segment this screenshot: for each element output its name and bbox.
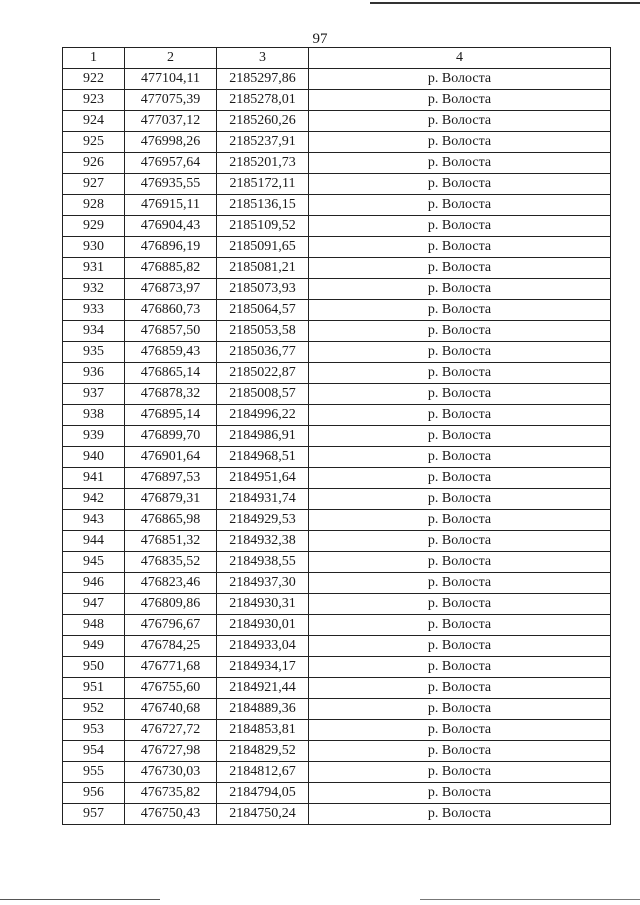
table-row xyxy=(63,258,611,279)
y-coordinate-cell: 2184937,30 xyxy=(217,573,309,594)
point-number-cell: 924 xyxy=(63,111,125,132)
description-cell: р. Волоста xyxy=(309,405,611,426)
description-cell: р. Волоста xyxy=(309,741,611,762)
y-coordinate-cell: 2185008,57 xyxy=(217,384,309,405)
table-body xyxy=(63,69,611,825)
table-row xyxy=(63,216,611,237)
point-number-cell: 936 xyxy=(63,363,125,384)
table-row xyxy=(63,153,611,174)
table-row xyxy=(63,384,611,405)
x-coordinate-cell: 476904,43 xyxy=(125,216,217,237)
table-row xyxy=(63,90,611,111)
table-row xyxy=(63,69,611,90)
table-row xyxy=(63,678,611,699)
table-row xyxy=(63,762,611,783)
y-coordinate-cell: 2184794,05 xyxy=(217,783,309,804)
x-coordinate-cell: 476823,46 xyxy=(125,573,217,594)
x-coordinate-cell: 476784,25 xyxy=(125,636,217,657)
table-row xyxy=(63,174,611,195)
table-row xyxy=(63,468,611,489)
y-coordinate-cell: 2184750,24 xyxy=(217,804,309,825)
point-number-cell: 931 xyxy=(63,258,125,279)
description-cell: р. Волоста xyxy=(309,237,611,258)
y-coordinate-cell: 2184921,44 xyxy=(217,678,309,699)
table-row xyxy=(63,342,611,363)
point-number-cell: 933 xyxy=(63,300,125,321)
point-number-cell: 944 xyxy=(63,531,125,552)
x-coordinate-cell: 477104,11 xyxy=(125,69,217,90)
y-coordinate-cell: 2184853,81 xyxy=(217,720,309,741)
column-header-description: 4 xyxy=(309,48,611,69)
description-cell: р. Волоста xyxy=(309,573,611,594)
table-row xyxy=(63,783,611,804)
table-row xyxy=(63,426,611,447)
x-coordinate-cell: 476796,67 xyxy=(125,615,217,636)
coordinates-table xyxy=(62,47,611,825)
point-number-cell: 943 xyxy=(63,510,125,531)
y-coordinate-cell: 2185278,01 xyxy=(217,90,309,111)
point-number-cell: 940 xyxy=(63,447,125,468)
x-coordinate-cell: 476915,11 xyxy=(125,195,217,216)
x-coordinate-cell: 476879,31 xyxy=(125,489,217,510)
y-coordinate-cell: 2184931,74 xyxy=(217,489,309,510)
table-row xyxy=(63,531,611,552)
y-coordinate-cell: 2185053,58 xyxy=(217,321,309,342)
page-number: 97 xyxy=(312,31,328,47)
table-row xyxy=(63,636,611,657)
y-coordinate-cell: 2185136,15 xyxy=(217,195,309,216)
table-row xyxy=(63,720,611,741)
column-header-x: 2 xyxy=(125,48,217,69)
y-coordinate-cell: 2185073,93 xyxy=(217,279,309,300)
x-coordinate-cell: 476873,97 xyxy=(125,279,217,300)
table-row xyxy=(63,552,611,573)
point-number-cell: 949 xyxy=(63,636,125,657)
y-coordinate-cell: 2184938,55 xyxy=(217,552,309,573)
x-coordinate-cell: 476727,72 xyxy=(125,720,217,741)
point-number-cell: 935 xyxy=(63,342,125,363)
description-cell: р. Волоста xyxy=(309,678,611,699)
description-cell: р. Волоста xyxy=(309,468,611,489)
y-coordinate-cell: 2185064,57 xyxy=(217,300,309,321)
point-number-cell: 928 xyxy=(63,195,125,216)
y-coordinate-cell: 2185297,86 xyxy=(217,69,309,90)
point-number-cell: 926 xyxy=(63,153,125,174)
point-number-cell: 934 xyxy=(63,321,125,342)
y-coordinate-cell: 2184933,04 xyxy=(217,636,309,657)
table-row xyxy=(63,195,611,216)
y-coordinate-cell: 2185260,26 xyxy=(217,111,309,132)
y-coordinate-cell: 2184951,64 xyxy=(217,468,309,489)
description-cell: р. Волоста xyxy=(309,90,611,111)
y-coordinate-cell: 2184986,91 xyxy=(217,426,309,447)
point-number-cell: 957 xyxy=(63,804,125,825)
description-cell: р. Волоста xyxy=(309,762,611,783)
x-coordinate-cell: 476809,86 xyxy=(125,594,217,615)
y-coordinate-cell: 2184930,31 xyxy=(217,594,309,615)
point-number-cell: 956 xyxy=(63,783,125,804)
y-coordinate-cell: 2185081,21 xyxy=(217,258,309,279)
description-cell: р. Волоста xyxy=(309,615,611,636)
description-cell: р. Волоста xyxy=(309,804,611,825)
y-coordinate-cell: 2185237,91 xyxy=(217,132,309,153)
x-coordinate-cell: 476740,68 xyxy=(125,699,217,720)
x-coordinate-cell: 476851,32 xyxy=(125,531,217,552)
description-cell: р. Волоста xyxy=(309,783,611,804)
point-number-cell: 925 xyxy=(63,132,125,153)
description-cell: р. Волоста xyxy=(309,636,611,657)
y-coordinate-cell: 2184996,22 xyxy=(217,405,309,426)
bottom-border-line-right xyxy=(420,899,640,900)
point-number-cell: 953 xyxy=(63,720,125,741)
y-coordinate-cell: 2184968,51 xyxy=(217,447,309,468)
x-coordinate-cell: 476865,98 xyxy=(125,510,217,531)
description-cell: р. Волоста xyxy=(309,174,611,195)
table-row xyxy=(63,510,611,531)
x-coordinate-cell: 476901,64 xyxy=(125,447,217,468)
point-number-cell: 955 xyxy=(63,762,125,783)
bottom-border-line xyxy=(0,899,160,900)
x-coordinate-cell: 476885,82 xyxy=(125,258,217,279)
x-coordinate-cell: 476735,82 xyxy=(125,783,217,804)
point-number-cell: 947 xyxy=(63,594,125,615)
x-coordinate-cell: 476935,55 xyxy=(125,174,217,195)
table-row xyxy=(63,615,611,636)
description-cell: р. Волоста xyxy=(309,279,611,300)
description-cell: р. Волоста xyxy=(309,489,611,510)
table-row xyxy=(63,132,611,153)
description-cell: р. Волоста xyxy=(309,69,611,90)
x-coordinate-cell: 476771,68 xyxy=(125,657,217,678)
point-number-cell: 939 xyxy=(63,426,125,447)
y-coordinate-cell: 2185201,73 xyxy=(217,153,309,174)
y-coordinate-cell: 2184889,36 xyxy=(217,699,309,720)
point-number-cell: 932 xyxy=(63,279,125,300)
point-number-cell: 952 xyxy=(63,699,125,720)
table-row xyxy=(63,741,611,762)
table-row xyxy=(63,111,611,132)
table-row xyxy=(63,573,611,594)
x-coordinate-cell: 476727,98 xyxy=(125,741,217,762)
point-number-cell: 930 xyxy=(63,237,125,258)
description-cell: р. Волоста xyxy=(309,447,611,468)
point-number-cell: 954 xyxy=(63,741,125,762)
description-cell: р. Волоста xyxy=(309,720,611,741)
y-coordinate-cell: 2184929,53 xyxy=(217,510,309,531)
description-cell: р. Волоста xyxy=(309,552,611,573)
x-coordinate-cell: 476865,14 xyxy=(125,363,217,384)
point-number-cell: 950 xyxy=(63,657,125,678)
column-header-y: 3 xyxy=(217,48,309,69)
y-coordinate-cell: 2184812,67 xyxy=(217,762,309,783)
table-header-row xyxy=(63,48,611,69)
description-cell: р. Волоста xyxy=(309,657,611,678)
point-number-cell: 948 xyxy=(63,615,125,636)
table-row xyxy=(63,804,611,825)
table-row xyxy=(63,489,611,510)
x-coordinate-cell: 476896,19 xyxy=(125,237,217,258)
x-coordinate-cell: 476957,64 xyxy=(125,153,217,174)
description-cell: р. Волоста xyxy=(309,321,611,342)
x-coordinate-cell: 476857,50 xyxy=(125,321,217,342)
x-coordinate-cell: 476859,43 xyxy=(125,342,217,363)
point-number-cell: 937 xyxy=(63,384,125,405)
table-row xyxy=(63,699,611,720)
x-coordinate-cell: 476899,70 xyxy=(125,426,217,447)
y-coordinate-cell: 2184829,52 xyxy=(217,741,309,762)
description-cell: р. Волоста xyxy=(309,531,611,552)
table-row xyxy=(63,363,611,384)
point-number-cell: 946 xyxy=(63,573,125,594)
point-number-cell: 923 xyxy=(63,90,125,111)
x-coordinate-cell: 476750,43 xyxy=(125,804,217,825)
description-cell: р. Волоста xyxy=(309,195,611,216)
column-header-point-number: 1 xyxy=(63,48,125,69)
table-row xyxy=(63,594,611,615)
description-cell: р. Волоста xyxy=(309,342,611,363)
y-coordinate-cell: 2185091,65 xyxy=(217,237,309,258)
y-coordinate-cell: 2184934,17 xyxy=(217,657,309,678)
table-row xyxy=(63,321,611,342)
description-cell: р. Волоста xyxy=(309,510,611,531)
point-number-cell: 938 xyxy=(63,405,125,426)
description-cell: р. Волоста xyxy=(309,111,611,132)
description-cell: р. Волоста xyxy=(309,426,611,447)
point-number-cell: 922 xyxy=(63,69,125,90)
point-number-cell: 951 xyxy=(63,678,125,699)
y-coordinate-cell: 2185172,11 xyxy=(217,174,309,195)
description-cell: р. Волоста xyxy=(309,699,611,720)
x-coordinate-cell: 476835,52 xyxy=(125,552,217,573)
description-cell: р. Волоста xyxy=(309,594,611,615)
point-number-cell: 941 xyxy=(63,468,125,489)
x-coordinate-cell: 476878,32 xyxy=(125,384,217,405)
table-row xyxy=(63,447,611,468)
point-number-cell: 942 xyxy=(63,489,125,510)
top-border-line xyxy=(370,2,640,4)
table-row xyxy=(63,405,611,426)
description-cell: р. Волоста xyxy=(309,153,611,174)
y-coordinate-cell: 2185036,77 xyxy=(217,342,309,363)
table-row xyxy=(63,300,611,321)
description-cell: р. Волоста xyxy=(309,363,611,384)
x-coordinate-cell: 476897,53 xyxy=(125,468,217,489)
x-coordinate-cell: 477037,12 xyxy=(125,111,217,132)
description-cell: р. Волоста xyxy=(309,384,611,405)
y-coordinate-cell: 2185022,87 xyxy=(217,363,309,384)
y-coordinate-cell: 2185109,52 xyxy=(217,216,309,237)
y-coordinate-cell: 2184930,01 xyxy=(217,615,309,636)
x-coordinate-cell: 476860,73 xyxy=(125,300,217,321)
table-row xyxy=(63,657,611,678)
point-number-cell: 945 xyxy=(63,552,125,573)
table-row xyxy=(63,237,611,258)
x-coordinate-cell: 476998,26 xyxy=(125,132,217,153)
x-coordinate-cell: 477075,39 xyxy=(125,90,217,111)
y-coordinate-cell: 2184932,38 xyxy=(217,531,309,552)
description-cell: р. Волоста xyxy=(309,300,611,321)
point-number-cell: 927 xyxy=(63,174,125,195)
description-cell: р. Волоста xyxy=(309,258,611,279)
description-cell: р. Волоста xyxy=(309,216,611,237)
point-number-cell: 929 xyxy=(63,216,125,237)
x-coordinate-cell: 476895,14 xyxy=(125,405,217,426)
table-row xyxy=(63,279,611,300)
x-coordinate-cell: 476755,60 xyxy=(125,678,217,699)
x-coordinate-cell: 476730,03 xyxy=(125,762,217,783)
description-cell: р. Волоста xyxy=(309,132,611,153)
